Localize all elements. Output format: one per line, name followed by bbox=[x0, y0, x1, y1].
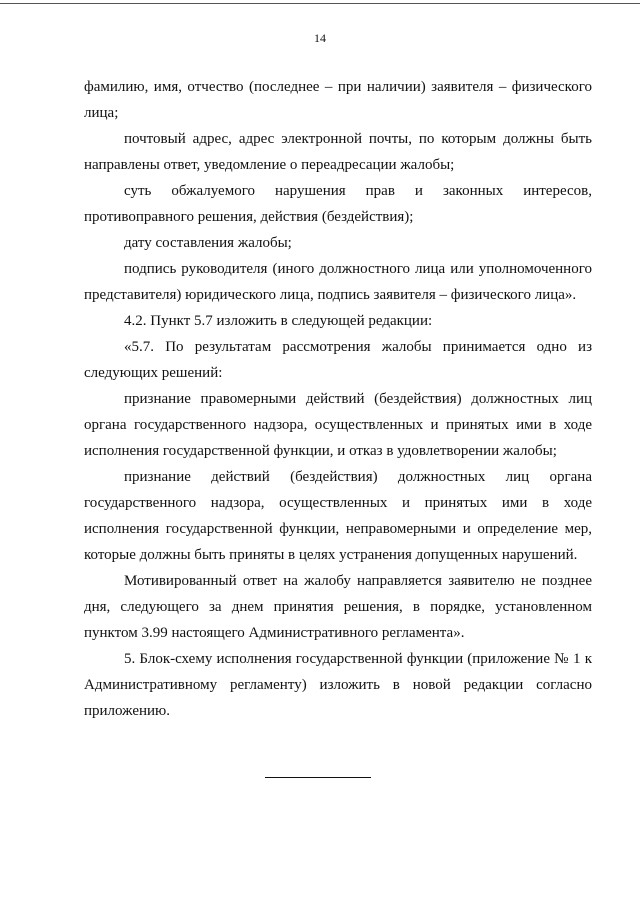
paragraph-applicant-name: фамилию, имя, отчество (последнее – при наличии) заявителя – физического лица; bbox=[84, 79, 592, 121]
end-separator-line bbox=[265, 777, 371, 778]
paragraph-item-5-7: «5.7. По результатам рассмотрения жалобы принимается одно из следующих решений: bbox=[84, 339, 592, 381]
paragraph-decision-unlawful: признание действий (бездействия) должностных лиц органа государственного надзора, осуществленных и принятых ими в ходе исполнения государственной функции, неправомерными и определение мер, которые должны быть приняты в целях устранения допущенных нарушений. bbox=[84, 469, 592, 563]
paragraph-decision-lawful: признание правомерными действий (бездействия) должностных лиц органа государственного надзора, осуществленных и принятых ими в ходе исполнения государственной функции, и отказ в удовлетворении жалобы; bbox=[84, 391, 592, 459]
paragraph-reasoned-answer: Мотивированный ответ на жалобу направляется заявителю не позднее дня, следующего за днем принятия решения, в порядке, установленном пунктом 3.99 настоящего Административного регламента». bbox=[84, 573, 592, 641]
paragraph-postal-address: почтовый адрес, адрес электронной почты, по которым должны быть направлены ответ, уведомление о переадресации жалобы; bbox=[84, 131, 592, 173]
top-scan-rule bbox=[0, 3, 640, 4]
document-body bbox=[84, 74, 592, 724]
paragraph-violation-essence: суть обжалуемого нарушения прав и законных интересов, противоправного решения, действия (бездействия); bbox=[84, 183, 592, 225]
paragraph-block-scheme: 5. Блок-схему исполнения государственной функции (приложение № 1 к Административному регламенту) изложить в новой редакции согласно приложению. bbox=[84, 651, 592, 719]
paragraph-complaint-date: дату составления жалобы; bbox=[124, 235, 292, 251]
paragraph-signature: подпись руководителя (иного должностного лица или уполномоченного представителя) юридического лица, подпись заявителя – физического лица». bbox=[84, 261, 592, 303]
page-number: 14 bbox=[314, 31, 326, 45]
paragraph-item-4-2: 4.2. Пункт 5.7 изложить в следующей редакции: bbox=[124, 313, 433, 329]
